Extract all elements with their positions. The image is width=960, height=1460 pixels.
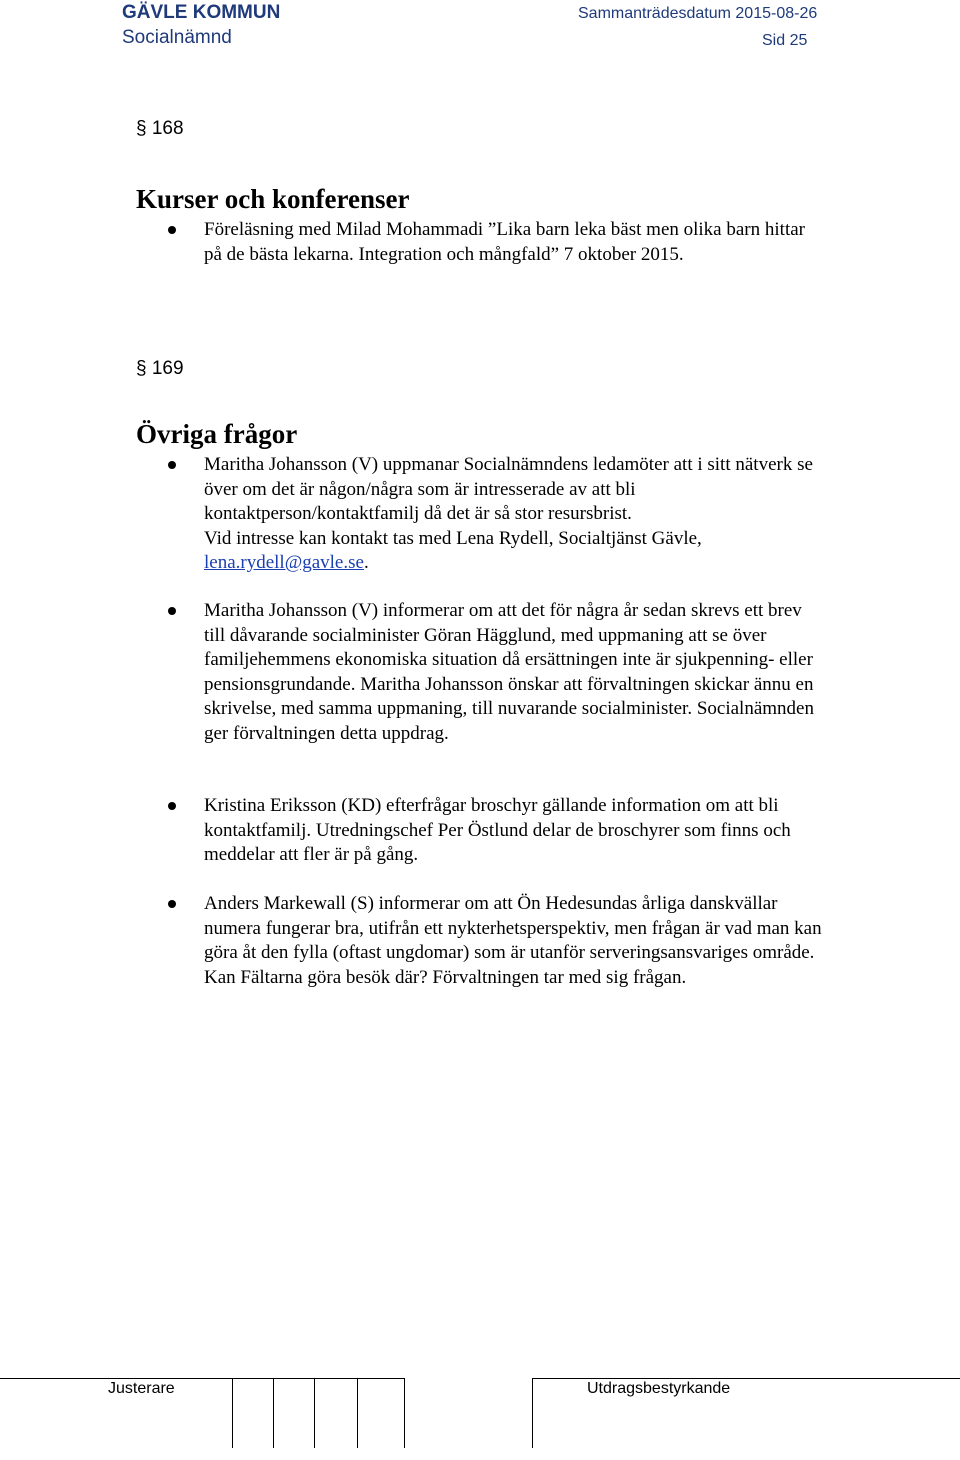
meeting-date: Sammanträdesdatum 2015-08-26 (578, 5, 818, 22)
footer-divider (357, 1378, 358, 1448)
contact-end: . (363, 552, 369, 573)
list-item-text: Kristina Eriksson (KD) efterfrågar broschyr gällande information om att bli kontaktfamilj. Utredningschef Per Östlund delar de broschyrer som finns och meddelar att fler är på gång. (204, 795, 791, 865)
list-item-text: Maritha Johansson (V) uppmanar Socialnämndens ledamöter att i sitt nätverk se över om det är någon/några som är intresserade av att bli kontaktperson/kontaktfamilj då det är så stor resursbrist. (204, 454, 813, 524)
list-item (204, 599, 824, 746)
list-item (204, 453, 824, 576)
bullet-icon (168, 607, 176, 615)
contact-email-link[interactable]: lena.rydell@gavle.se (204, 552, 364, 573)
footer-rule-left (0, 1378, 405, 1379)
list-item (204, 892, 824, 990)
list-item-text: Anders Markewall (S) informerar om att Ön Hedesundas årliga danskvällar numera fungerar bra, utifrån ett nykterhetsperspektiv, men frågan är vad man kan göra åt den fylla (oftast ungdomar) som är utanför serveringsansvariges område. Kan Fältarna göra besök där? Förvaltningen tar med sig frågan. (204, 893, 822, 988)
page-number: Sid 25 (762, 32, 808, 49)
section-title-168: Kurser och konferenser (136, 184, 410, 214)
bullet-icon (168, 461, 176, 469)
list-item-text: Maritha Johansson (V) informerar om att det för några år sedan skrevs ett brev till dåvarande socialminister Göran Hägglund, med uppmaning att se över familjehemmens ekonomiska situation då ersättningen inte är sjukpenning- eller pensionsgrundande. Maritha Johansson önskar att förvaltningen skickar ännu en skrivelse, med samma uppmaning, till nuvarande socialminister. Socialnämnden ger förvaltningen detta uppdrag. (204, 600, 814, 744)
section-number-168: § 168 (136, 118, 184, 139)
section-number-169: § 169 (136, 358, 184, 379)
list-item-text: Föreläsning med Milad Mohammadi ”Lika barn leka bäst men olika barn hittar på de bästa lekarna. Integration och mångfald” 7 oktober 2015. (204, 219, 805, 265)
organization-name: GÄVLE KOMMUN (122, 2, 281, 23)
footer-label-utdragsbestyrkande: Utdragsbestyrkande (587, 1380, 731, 1397)
bullet-icon (168, 226, 176, 234)
footer-divider (273, 1378, 274, 1448)
bullet-icon (168, 802, 176, 810)
footer-divider (232, 1378, 233, 1448)
list-item (204, 218, 824, 267)
footer-rule-right (532, 1378, 960, 1379)
bullet-icon (168, 900, 176, 908)
footer-divider (314, 1378, 315, 1448)
section-title-169: Övriga frågor (136, 419, 298, 449)
list-item (204, 794, 824, 868)
department-name: Socialnämnd (122, 27, 232, 48)
footer-divider (404, 1378, 405, 1448)
contact-text: Vid intresse kan kontakt tas med Lena Rydell, Socialtjänst Gävle, (204, 527, 702, 549)
footer-divider (532, 1378, 533, 1448)
footer-label-justerare: Justerare (108, 1380, 175, 1397)
